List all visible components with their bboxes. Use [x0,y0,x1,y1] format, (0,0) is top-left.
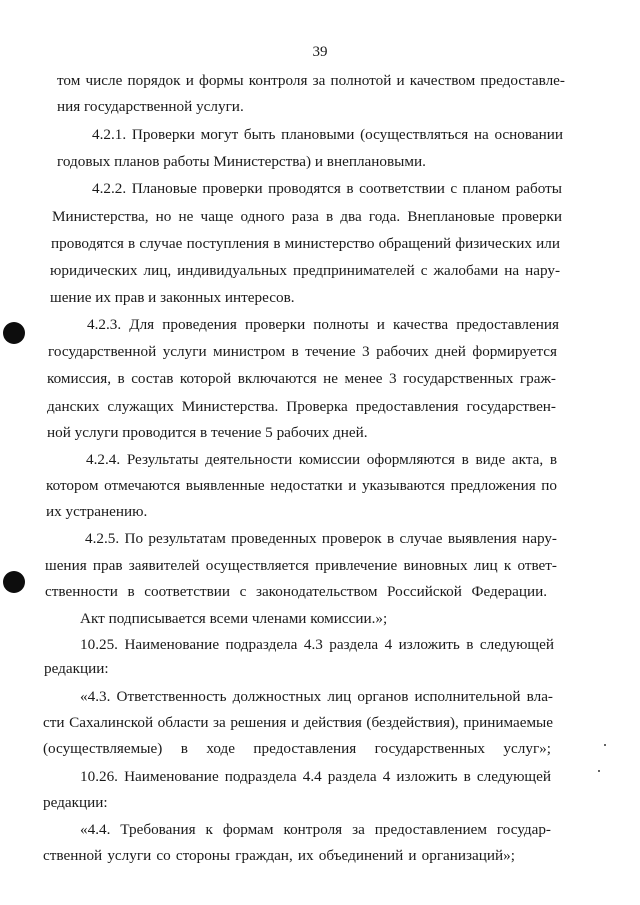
text-line: 4.2.2. Плановые проверки проводятся в соответствии с планом работы [92,180,562,197]
text-line: ния государственной услуги. [57,98,244,115]
text-line: ственности в соответствии с законодательством Российской Федерации. [45,583,547,600]
scan-speck [598,770,600,772]
text-line: 4.2.5. По результатам проведенных проверок в случае выявления нару- [85,530,557,547]
text-line: их устранению. [46,503,148,520]
text-line: ственной услуги со стороны граждан, их объединений и организаций»; [43,847,515,864]
text-line: сти Сахалинской области за решения и действия (бездействия), принимаемые [43,714,553,731]
text-line: «4.3. Ответственность должностных лиц органов исполнительной вла- [80,688,553,705]
text-line: 4.2.1. Проверки могут быть плановыми (осуществляться на основании [92,126,563,143]
text-line: котором отмечаются выявленные недостатки и указываются предложения по [46,477,557,494]
text-line: комиссия, в состав которой включаются не менее 3 государственных граж- [47,370,556,387]
text-line: Министерства, но не чаще одного раза в два года. Внеплановые проверки [52,208,562,225]
text-line: 4.2.3. Для проведения проверки полноты и качества предоставления [87,316,559,333]
text-line: ной услуги проводится в течение 5 рабочих дней. [47,424,368,441]
text-line: годовых планов работы Министерства) и внеплановыми. [57,153,426,170]
text-line: проводятся в случае поступления в министерство обращений физических или [51,235,560,252]
text-line: редакции: [43,794,108,811]
text-line: государственной услуги министром в течение 3 рабочих дней формируется [48,343,557,360]
text-line: «4.4. Требования к формам контроля за предоставлением государ- [80,821,551,838]
text-line: Акт подписывается всеми членами комиссии.»; [80,610,388,627]
text-line: 10.26. Наименование подраздела 4.4 раздела 4 изложить в следующей [80,768,551,785]
page-number: 39 [312,44,328,60]
text-line: данских служащих Министерства. Проверка предоставления государствен- [47,398,556,415]
punch-hole-bottom [3,571,25,593]
text-line: 10.25. Наименование подраздела 4.3 раздела 4 изложить в следующей [80,636,554,653]
scan-speck [604,744,606,746]
text-line: шения прав заявителей осуществляется привлечение виновных лиц к ответ- [45,557,557,574]
text-line: шение их прав и законных интересов. [50,289,295,306]
punch-hole-top [3,322,25,344]
text-line: том числе порядок и формы контроля за полнотой и качеством предоставле- [57,72,565,89]
text-line: (осуществляемые) в ходе предоставления государственных услуг»; [43,740,551,757]
text-line: юридических лиц, индивидуальных предпринимателей с жалобами на нару- [50,262,560,279]
text-line: 4.2.4. Результаты деятельности комиссии оформляются в виде акта, в [86,451,557,468]
text-line: редакции: [44,660,109,677]
